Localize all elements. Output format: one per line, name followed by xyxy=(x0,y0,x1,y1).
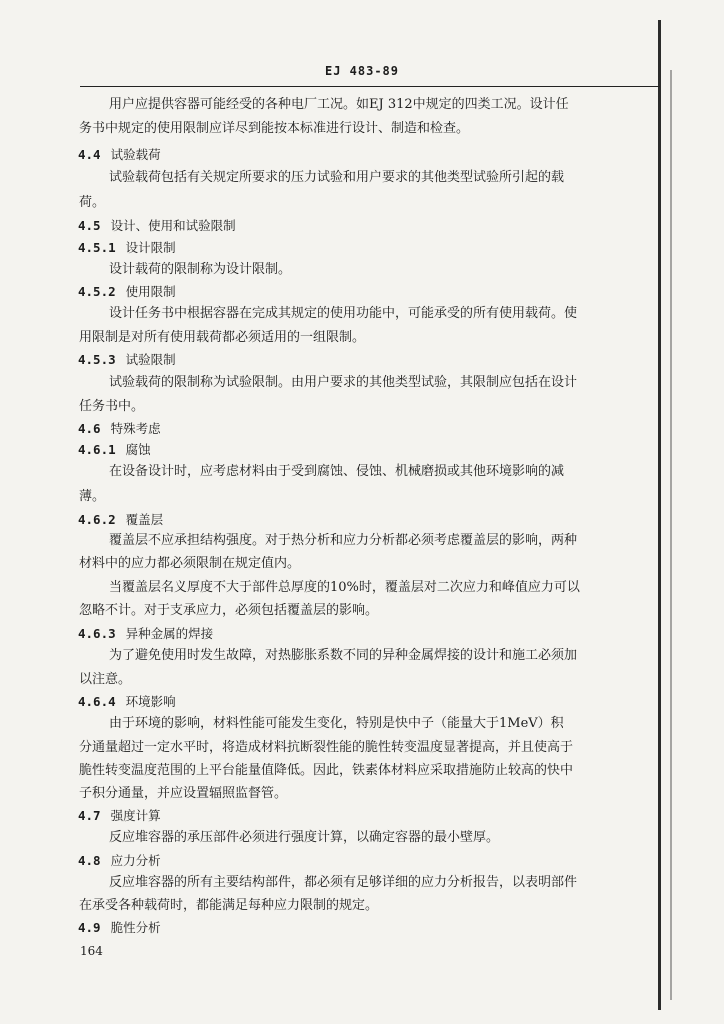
text-line: 设计载荷的限制称为设计限制。 xyxy=(109,262,292,277)
section-heading: 4.8 应力分析 xyxy=(78,853,161,868)
section-heading: 4.6.4 环境影响 xyxy=(78,694,176,709)
section-heading: 4.7 强度计算 xyxy=(78,808,161,823)
section-heading: 4.6.1 腐蚀 xyxy=(78,442,151,457)
page-header: EJ 483-89 xyxy=(324,64,400,78)
text-line: 以注意。 xyxy=(79,672,132,687)
section-heading: 4.5.1 设计限制 xyxy=(78,240,176,255)
text-line: 反应堆容器的承压部件必须进行强度计算，以确定容器的最小壁厚。 xyxy=(109,830,500,845)
section-heading: 4.5 设计、使用和试验限制 xyxy=(78,218,236,233)
text-line: 分通量超过一定水平时，将造成材料抗断裂性能的脆性转变温度显著提高，并且使高于 xyxy=(79,740,574,755)
text-line: 为了避免使用时发生故障，对热膨胀系数不同的异种金属焊接的设计和施工必须加 xyxy=(109,648,578,663)
text-line: 当覆盖层名义厚度不大于部件总厚度的10%时，覆盖层对二次应力和峰值应力可以 xyxy=(109,580,580,595)
text-line: 试验载荷的限制称为试验限制。由用户要求的其他类型试验，其限制应包括在设计 xyxy=(109,375,578,390)
text-line: 任务书中。 xyxy=(79,399,145,414)
text-line: 用限制是对所有使用载荷都必须适用的一组限制。 xyxy=(79,330,366,345)
section-heading: 4.6.3 异种金属的焊接 xyxy=(78,626,214,641)
page-number: 164 xyxy=(80,944,103,958)
text-line: 材料中的应力都必须限制在规定值内。 xyxy=(79,556,301,571)
text-line: 务书中规定的使用限制应详尽到能按本标准进行设计、制造和检查。 xyxy=(79,121,470,136)
section-heading: 4.9 脆性分析 xyxy=(78,920,161,935)
section-heading: 4.6 特殊考虑 xyxy=(78,421,161,436)
section-heading: 4.4 试验载荷 xyxy=(78,147,161,162)
section-heading: 4.5.3 试验限制 xyxy=(78,352,176,367)
text-line: 试验载荷包括有关规定所要求的压力试验和用户要求的其他类型试验所引起的载 xyxy=(109,170,565,185)
text-line: 在承受各种载荷时，都能满足每种应力限制的规定。 xyxy=(79,898,379,913)
text-line: 忽略不计。对于支承应力，必须包括覆盖层的影响。 xyxy=(79,603,379,618)
text-line: 反应堆容器的所有主要结构部件，都必须有足够详细的应力分析报告，以表明部件 xyxy=(109,875,578,890)
text-line: 设计任务书中根据容器在完成其规定的使用功能中，可能承受的所有使用载荷。使 xyxy=(109,306,578,321)
header-rule xyxy=(80,86,660,87)
section-heading: 4.5.2 使用限制 xyxy=(78,284,176,299)
text-line: 荷。 xyxy=(79,195,106,210)
text-line: 覆盖层不应承担结构强度。对于热分析和应力分析都必须考虑覆盖层的影响，两种 xyxy=(109,533,578,548)
text-line: 薄。 xyxy=(79,489,106,504)
text-line: 子积分通量，并应设置辐照监督管。 xyxy=(79,786,288,801)
text-line: 脆性转变温度范围的上平台能量值降低。因此，铁素体材料应采取措施防止较高的快中 xyxy=(79,763,574,778)
scan-edge-shadow xyxy=(670,70,672,1000)
text-line: 用户应提供容器可能经受的各种电厂工况。如EJ 312中规定的四类工况。设计任 xyxy=(109,97,569,112)
text-line: 在设备设计时，应考虑材料由于受到腐蚀、侵蚀、机械磨损或其他环境影响的减 xyxy=(109,464,565,479)
section-heading: 4.6.2 覆盖层 xyxy=(78,512,164,527)
text-line: 由于环境的影响，材料性能可能发生变化，特别是快中子（能量大于1MeV）积 xyxy=(109,716,564,731)
scan-edge-shadow xyxy=(658,20,661,1010)
